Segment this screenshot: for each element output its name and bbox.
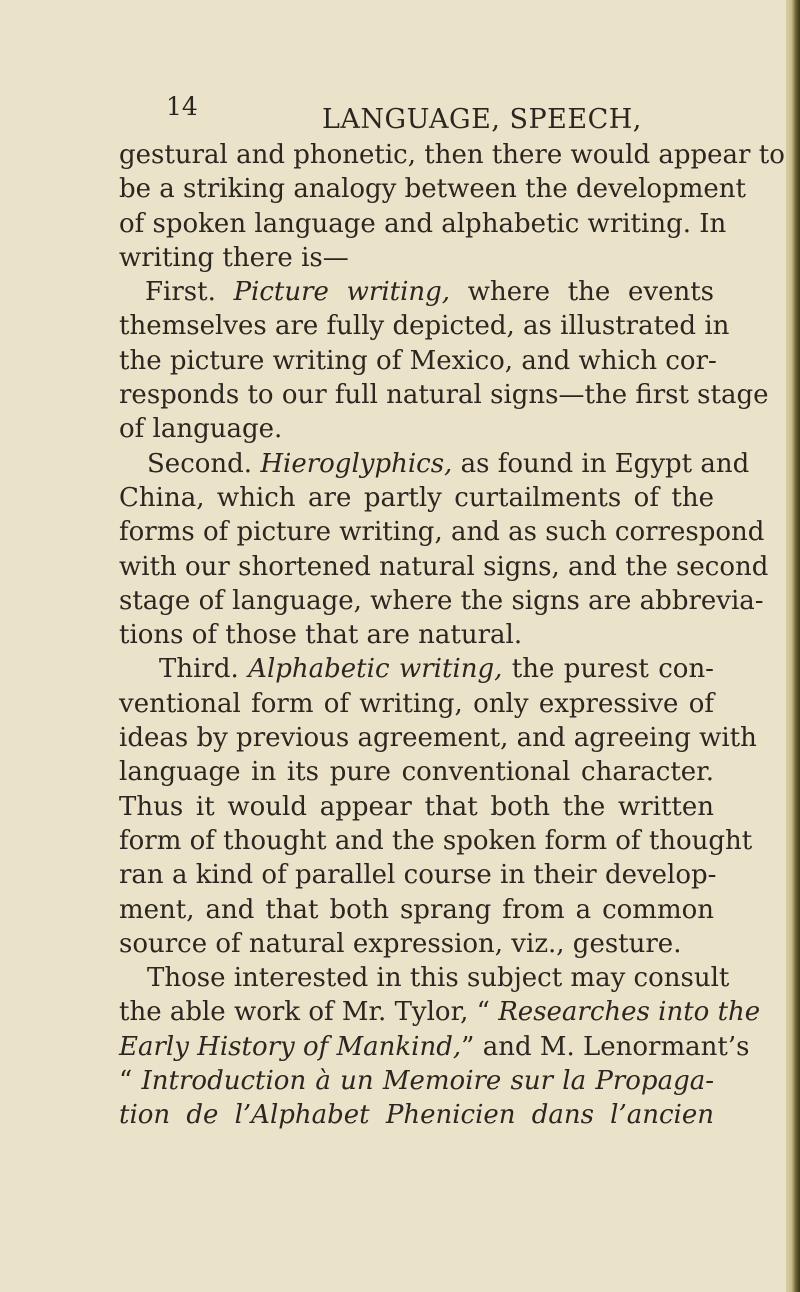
italic-text: Early History of Mankind, (119, 1031, 462, 1062)
text-segment: writing there is— (119, 242, 349, 273)
text-segment: as found in Egypt and (452, 448, 750, 479)
text-line (119, 1030, 750, 1064)
text-line (119, 138, 785, 172)
text-segment: ventional form of writing, only expressive of (119, 688, 714, 719)
text-line (119, 721, 757, 755)
text-segment: gestural and phonetic, then there would appear to (119, 140, 785, 170)
text-line (119, 824, 753, 858)
italic-text: Alphabetic writing, (248, 654, 503, 685)
text-segment: Second. (147, 448, 261, 479)
text-line (119, 584, 764, 618)
text-segment: stage of language, where the signs are abbrevia- (119, 585, 764, 616)
text-segment: of spoken language and alphabetic writing. In (119, 208, 727, 239)
text-segment: the picture writing of Mexico, and which cor- (119, 345, 717, 376)
text-line (119, 961, 730, 995)
text-segment: form of thought and the spoken form of thought (119, 825, 753, 856)
italic-text: Researches into the (498, 997, 761, 1028)
text-line (119, 447, 750, 481)
text-segment: ran a kind of parallel course in their develop- (119, 860, 717, 891)
text-line (119, 309, 730, 343)
text-line (119, 172, 746, 206)
text-segment: First. (145, 277, 234, 308)
text-line (119, 344, 717, 378)
italic-text: Hieroglyphics, (260, 448, 453, 479)
page-number: 14 (166, 92, 198, 121)
text-segment: the purest con- (502, 654, 714, 685)
text-line (119, 790, 714, 824)
text-segment: forms of picture writing, and as such correspond (119, 517, 765, 548)
text-segment: the able work of Mr. Tylor, “ (119, 997, 499, 1028)
body-text (119, 138, 785, 1133)
text-segment: where the events (450, 277, 715, 308)
text-segment: with our shortened natural signs, and the second (119, 551, 769, 582)
running-head: LANGUAGE, SPEECH, (322, 104, 642, 135)
text-line (119, 995, 761, 1029)
text-line (119, 618, 714, 652)
text-segment: ment, and that both sprang from a common (119, 894, 714, 925)
text-line (119, 481, 714, 515)
text-segment: Thus it would appear that both the written (119, 791, 714, 822)
text-segment: ideas by previous agreement, and agreeing with (119, 723, 757, 754)
text-line (119, 275, 714, 309)
text-line (119, 550, 769, 584)
text-segment: China, which are partly curtailments of the (119, 482, 714, 513)
text-line (119, 378, 769, 412)
text-segment: “ (119, 1066, 142, 1097)
italic-text: tion de l’Alphabet Phenicien dans l’ancien (119, 1100, 714, 1131)
text-line (119, 207, 727, 241)
text-line (119, 687, 714, 721)
text-line (119, 652, 714, 686)
text-line (119, 515, 765, 549)
text-segment: Those interested in this subject may consult (147, 963, 730, 994)
text-segment: of language. (119, 414, 283, 445)
text-segment: source of natural expression, viz., gesture. (119, 928, 682, 959)
italic-text: Picture writing, (233, 277, 451, 308)
text-line (119, 241, 714, 275)
text-line (119, 893, 714, 927)
text-segment: themselves are fully depicted, as illustrated in (119, 311, 730, 342)
text-segment: language in its pure conventional character. (119, 757, 714, 788)
text-segment: tions of those that are natural. (119, 620, 523, 651)
page-edge-shadow (786, 0, 800, 1292)
text-line (119, 755, 714, 789)
italic-text: Introduction à un Memoire sur la Propaga- (141, 1066, 714, 1097)
text-line (119, 1098, 714, 1132)
text-segment: be a striking analogy between the development (119, 174, 746, 205)
text-segment: responds to our full natural signs—the first stage (119, 380, 769, 411)
text-line (119, 1064, 714, 1098)
text-segment: ” and M. Lenormant’s (461, 1031, 750, 1062)
text-line (119, 412, 714, 446)
text-segment: Third. (159, 654, 249, 685)
text-line (119, 858, 717, 892)
text-line (119, 927, 714, 961)
